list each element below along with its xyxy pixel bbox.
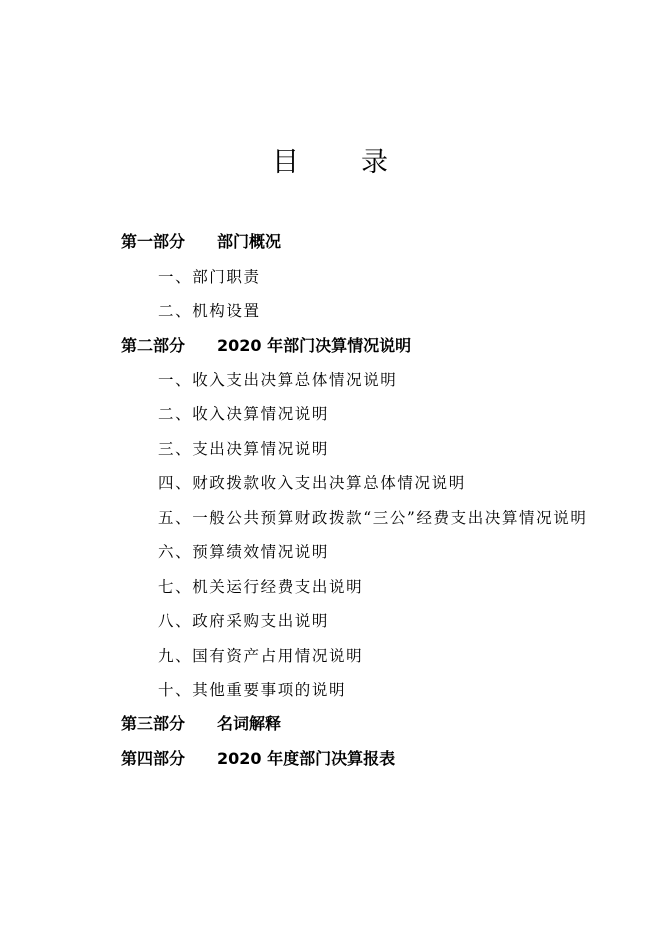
toc-item: 四、财政拨款收入支出决算总体情况说明 — [158, 474, 466, 492]
toc-item: 七、机关运行经费支出说明 — [158, 578, 364, 596]
page-title — [0, 145, 662, 181]
title-char-mu: 目 — [272, 147, 301, 178]
toc-part-1 — [121, 231, 281, 253]
toc-item: 六、预算绩效情况说明 — [158, 543, 330, 561]
toc-item: 八、政府采购支出说明 — [158, 612, 330, 630]
toc-item: 五、一般公共预算财政拨款“三公”经费支出决算情况说明 — [158, 509, 588, 527]
toc-part-number: 第四部分 — [121, 749, 186, 768]
toc-part-2 — [121, 335, 411, 357]
toc-item: 一、收入支出决算总体情况说明 — [158, 371, 398, 389]
toc-item: 十、其他重要事项的说明 — [158, 681, 347, 699]
toc-part-title: 2020 年度部门决算报表 — [217, 749, 396, 768]
toc-part-title: 部门概况 — [217, 232, 282, 251]
toc-part-number: 第三部分 — [121, 714, 186, 733]
toc-item: 二、收入决算情况说明 — [158, 405, 330, 423]
toc-part-3 — [121, 713, 281, 735]
toc-item: 一、部门职责 — [158, 268, 261, 286]
toc-part-4 — [121, 748, 395, 770]
toc-item: 二、机构设置 — [158, 302, 261, 320]
toc-part-title: 2020 年部门决算情况说明 — [217, 336, 412, 355]
toc-part-number: 第一部分 — [121, 232, 186, 251]
toc-item: 三、支出决算情况说明 — [158, 440, 330, 458]
toc-part-number: 第二部分 — [121, 336, 186, 355]
title-char-lu: 录 — [361, 147, 390, 178]
toc-part-title: 名词解释 — [217, 714, 282, 733]
toc-item: 九、国有资产占用情况说明 — [158, 647, 364, 665]
